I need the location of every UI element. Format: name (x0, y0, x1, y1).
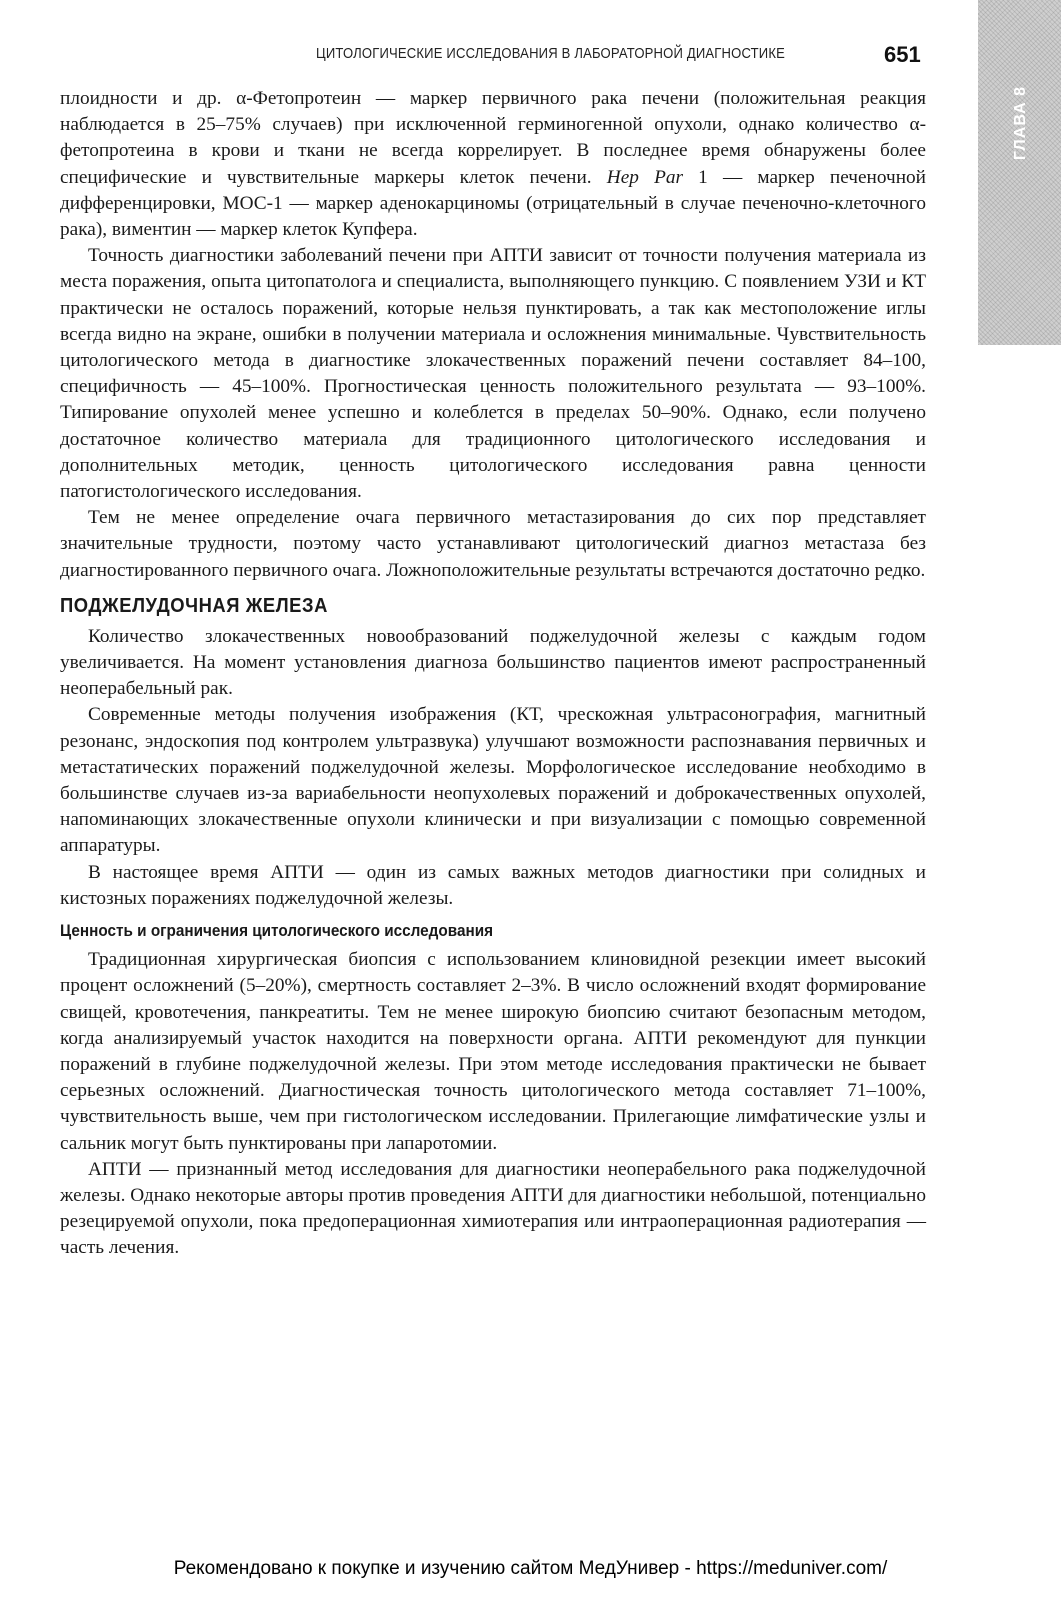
subsection-heading-value: Ценность и ограничения цитологического исследования (60, 921, 494, 941)
chapter-side-tab (978, 0, 1061, 345)
paragraph-liver-markers-text: плоидности и др. α-Фетопротеин — маркер первичного рака печени (положительная реакция наблюдается в 25–75% случаев) при исключенной герминогенной опухоли, однако количество α-фетопротеина в крови и ткани не всегда коррелирует. В последнее время обнаружены более специфические и чувствительные маркеры клеток печени. (60, 88, 926, 188)
paragraph-liver-accuracy: Точность диагностики заболеваний печени при АПТИ зависит от точности получения материала из места поражения, опыта цитопатолога и специалиста, выполняющего пункцию. С появлением УЗИ и КТ практически не осталось поражений, которые нельзя пунктировать, а так как местоположение иглы всегда видно на экране, ошибки в получении материала и осложнения минимальные. Чувствительность цитологического метода в диагностике злокачественных поражений печени составляет 84–100, специфичность — 45–100%. Прогностическая ценность положительного результата — 93–100%. Типирование опухолей менее успешно и колеблется в пределах 50–90%. Однако, если получено достаточное количество материала для традиционного цитологического исследования и дополнительных методик, ценность цитологического исследования равна ценности патогистологического исследования. (60, 245, 926, 503)
page-content (60, 86, 926, 1262)
paragraph-pancreas-apti: В настоящее время АПТИ — один из самых важных методов диагностики при солидных и кистозных поражениях поджелудочной железы. (60, 861, 926, 909)
paragraph-biopsy: Традиционная хирургическая биопсия с использованием клиновидной резекции имеет высокий процент осложнений (5–20%), смертность составляет 2–3%. В число осложнений входят формирование свищей, кровотечения, панкреатиты. Тем не менее широкую биопсию считают безопасным методом, когда анализируемый участок находится на поверхности органа. АПТИ рекомендуют для пункции поражений в глубине поджелудочной железы. При этом методе исследования практически не бывает серьезных осложнений. Диагностическая точность цитологического метода составляет 71–100%, чувствительность выше, чем при гистологическом исследовании. Прилегающие лимфатические узлы и сальник могут быть пунктированы при лапаротомии. (60, 949, 926, 1154)
footer-recommendation: Рекомендовано к покупке и изучению сайтом МедУнивер - https://meduniver.com/ (173, 1558, 888, 1579)
section-heading-pancreas: ПОДЖЕЛУДОЧНАЯ ЖЕЛЕЗА (60, 594, 328, 617)
hep-par-term: Hep Par (606, 166, 683, 188)
chapter-side-tab-label: ГЛАВА 8 (1012, 86, 1029, 161)
paragraph-liver-markers-rest: 1 — маркер печеночной дифференцировки, МОС-1 — маркер аденокарциномы (отрицательный в случае печеночно-клеточного рака), виментин — маркер клеток Купфера. (60, 166, 926, 241)
paragraph-pancreas-incidence: Количество злокачественных новообразований поджелудочной железы с каждым годом увеличивается. На момент установления диагноза большинство пациентов имеют распространенный неоперабельный рак. (60, 625, 926, 700)
paragraph-liver-markers (60, 86, 926, 243)
paragraph-metastasis: Тем не менее определение очага первичного метастазирования до сих пор представляет значительные трудности, поэтому часто устанавливают цитологический диагноз метастаза без диагностированного первичного очага. Ложноположительные результаты встречаются достаточно редко. (60, 507, 926, 581)
paragraph-pancreas-imaging: Современные методы получения изображения (КТ, чрескожная ультрасонография, магнитный резонанс, эндоскопия под контролем ультразвука) улучшают возможности распознавания первичных и метастатических поражений поджелудочной железы. Морфологическое исследование необходимо в большинстве случаев из-за вариабельности неопухолевых поражений и доброкачественных опухолей, напоминающих злокачественные опухоли клинически и при визуализации с помощью современной аппаратуры. (60, 704, 926, 857)
paragraph-apti-method: АПТИ — признанный метод исследования для диагностики неоперабельного рака поджелудочной железы. Однако некоторые авторы против проведения АПТИ для диагностики небольшой, потенциально резецируемой опухоли, пока предоперационная химиотерапия или интраоперационная радиотерапия — часть лечения. (60, 1158, 926, 1259)
page-number: 651 (884, 42, 921, 67)
running-header: ЦИТОЛОГИЧЕСКИЕ ИССЛЕДОВАНИЯ В ЛАБОРАТОРНОЙ ДИАГНОСТИКЕ (316, 46, 786, 62)
